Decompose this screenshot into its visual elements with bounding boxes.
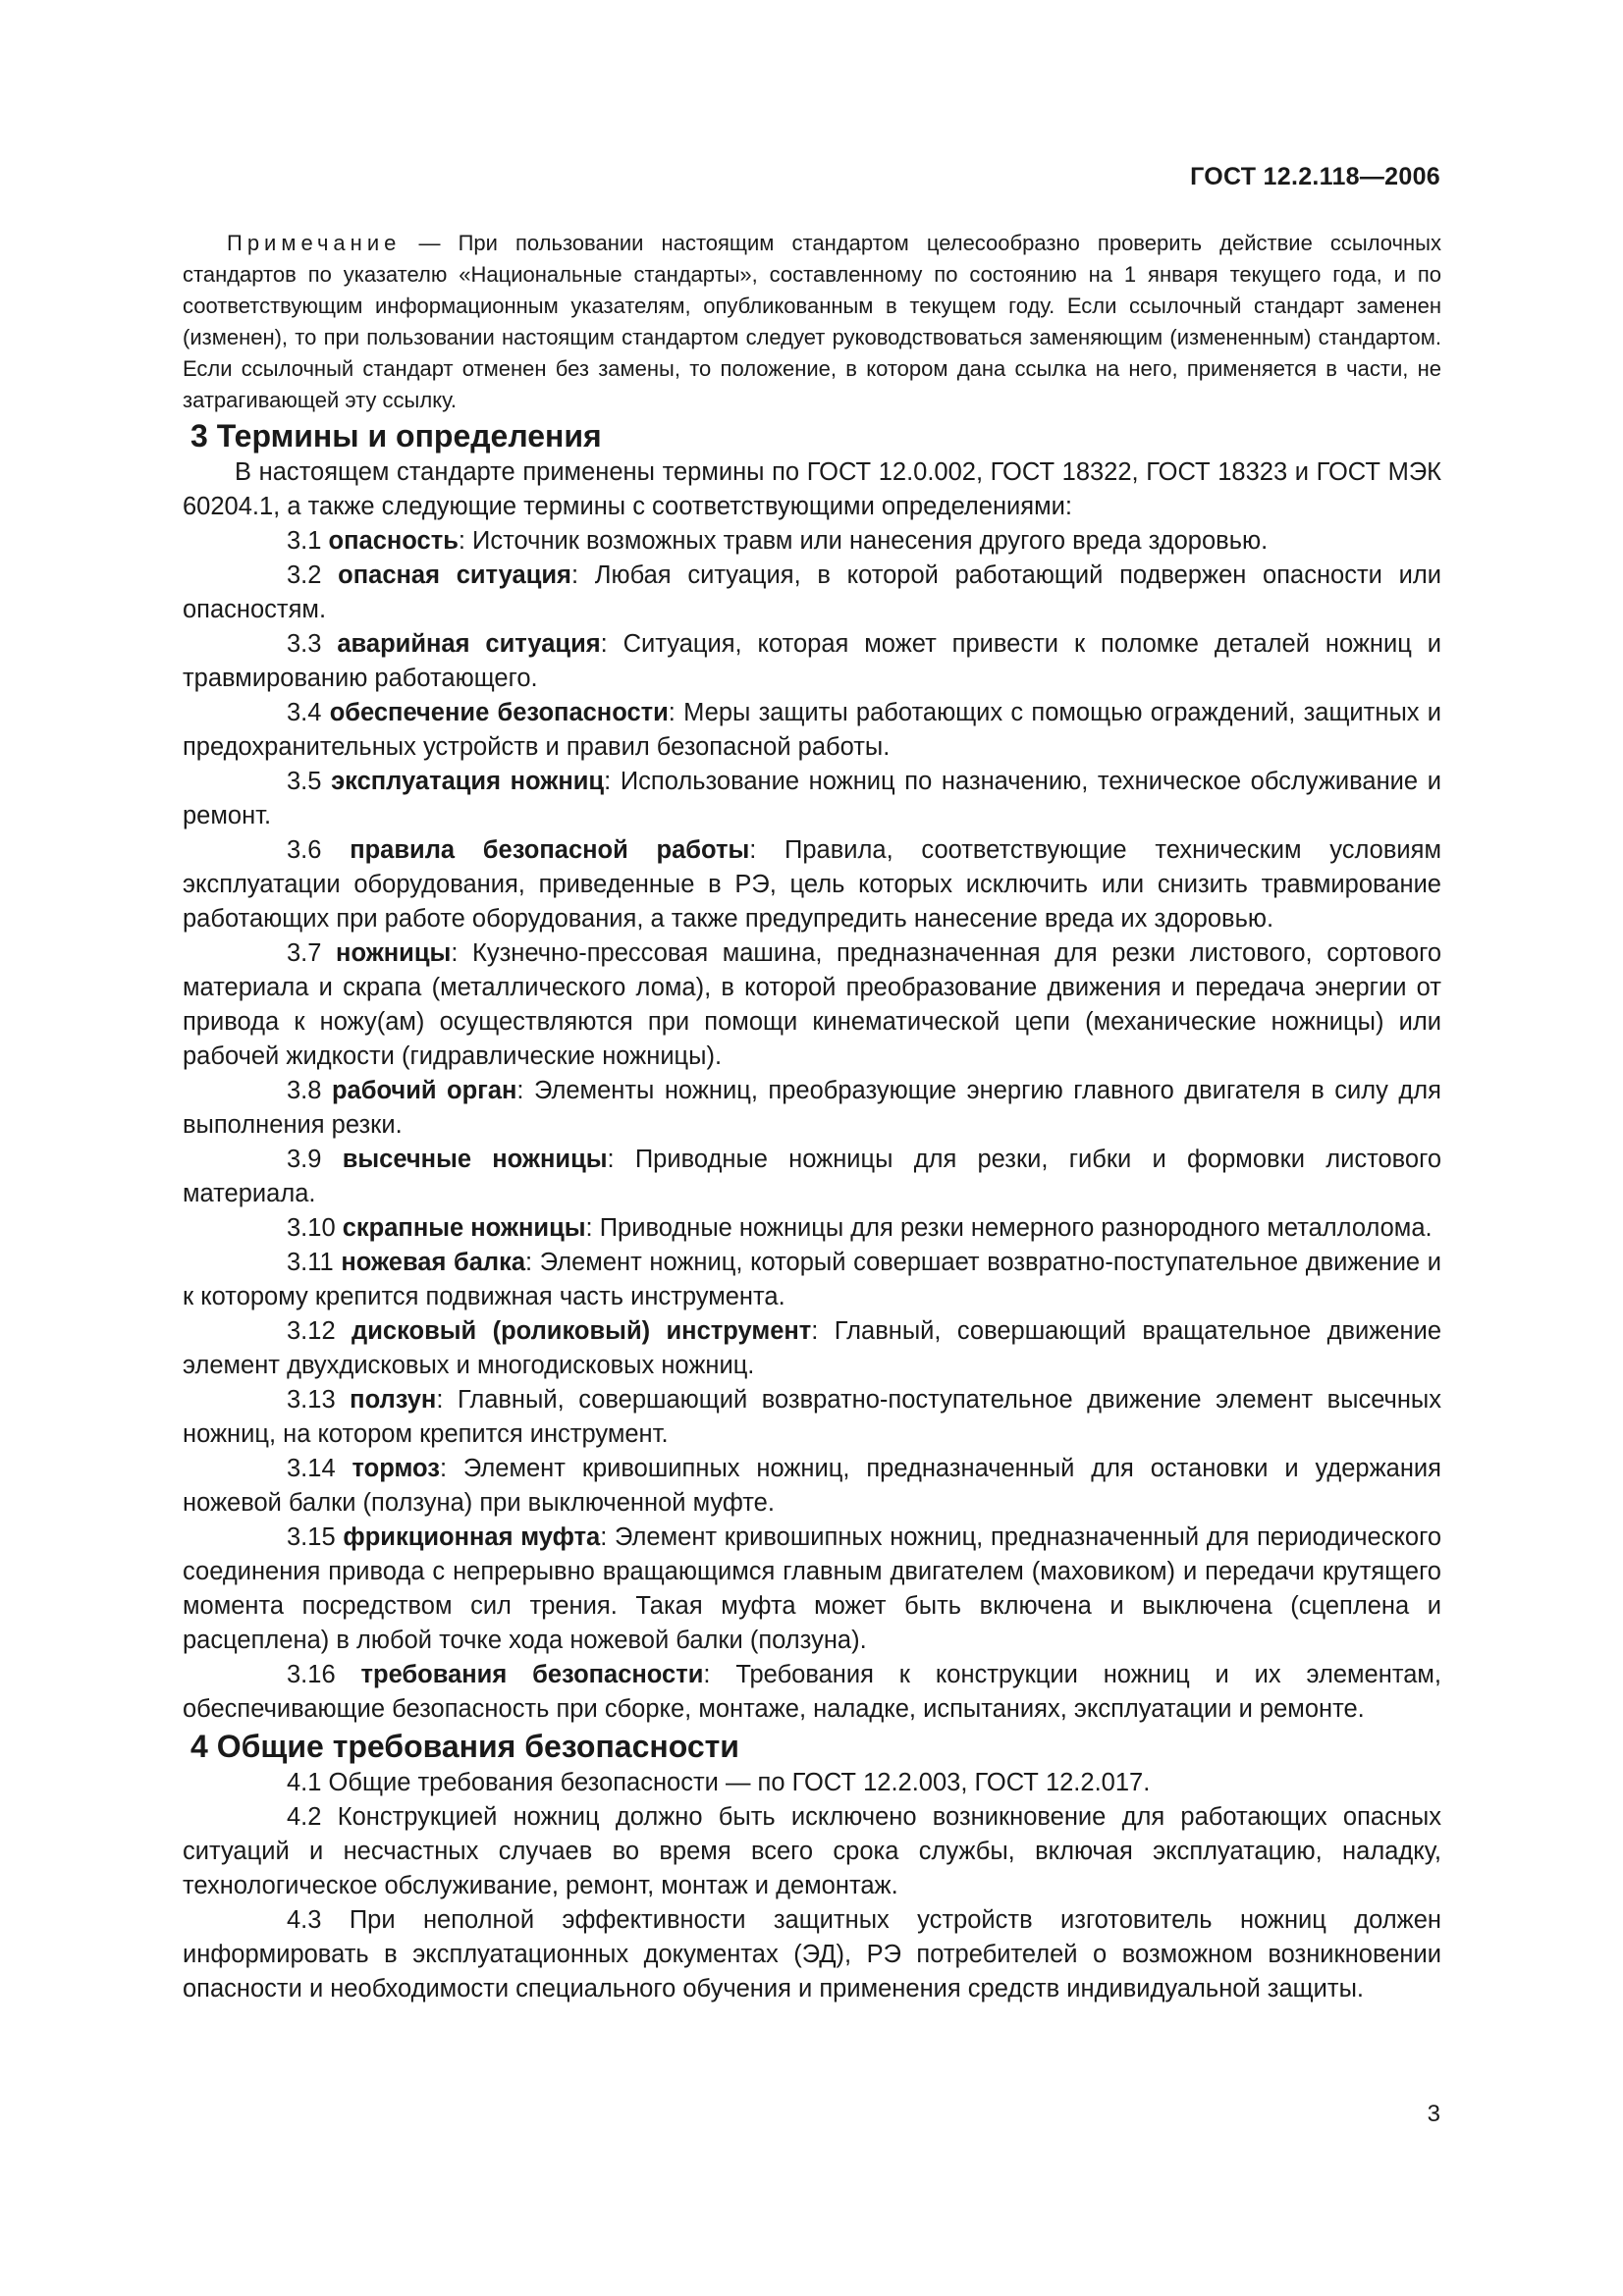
- term-definition: : Элемент ножниц, который совершает возвратно-поступательное движение и к которому крепится подвижная часть инструмента.: [183, 1249, 1441, 1310]
- term-3-12: 3.12 дисковый (роликовый) инструмент: Главный, совершающий вращательное движение элемент двухдисковых и многодисковых ножниц.: [183, 1317, 1441, 1379]
- term-3-11: 3.11 ножевая балка: Элемент ножниц, который совершает возвратно-поступательное движение и к которому крепится подвижная часть инструмента.: [183, 1249, 1441, 1310]
- term-3-15: 3.15 фрикционная муфта: Элемент кривошипных ножниц, предназначенный для периодического соединения привода с непрерывно вращающимся главным двигателем (маховиком) и передачи крутящего момента посредством сил трения. Такая муфта может быть включена и выключена (сцеплена и расцеплена) в любой точке хода ножевой балки (ползуна).: [183, 1523, 1441, 1654]
- term-definition: : Приводные ножницы для резки, гибки и формовки листового материала.: [183, 1146, 1442, 1207]
- document-code: ГОСТ 12.2.118—2006: [1190, 163, 1440, 190]
- term-3-14: 3.14 тормоз: Элемент кривошипных ножниц, предназначенный для остановки и удержания ножевой балки (ползуна) при выключенной муфте.: [183, 1455, 1441, 1517]
- requirement-text: Общие требования безопасности — по ГОСТ 12.2.003, ГОСТ 12.2.017.: [328, 1769, 1151, 1796]
- term-3-8: 3.8 рабочий орган: Элементы ножниц, преобразующие энергию главного двигателя в силу для выполнения резки.: [183, 1077, 1441, 1139]
- term-name: ползун: [350, 1386, 437, 1414]
- term-name: требования безопасности: [360, 1661, 704, 1688]
- term-name: опасность: [328, 527, 459, 555]
- term-name: тормоз: [352, 1455, 440, 1482]
- term-name: правила безопасной работы: [350, 836, 750, 864]
- term-definition: : Элемент кривошипных ножниц, предназначенный для остановки и удержания ножевой балки (ползуна) при выключенной муфте.: [183, 1455, 1441, 1517]
- term-definition: : Приводные ножницы для резки немерного разнородного металлолома.: [585, 1214, 1433, 1242]
- requirement-4-2: 4.2 Конструкцией ножниц должно быть исключено возникновение для работающих опасных ситуаций и несчастных случаев во время всего срока службы, включая эксплуатацию, наладку, технологическое обслуживание, ремонт, монтаж и демонтаж.: [183, 1803, 1441, 1899]
- term-3-16: 3.16 требования безопасности: Требования к конструкции ножниц и их элементам, обеспечивающие безопасность при сборке, монтаже, наладке, испытаниях, эксплуатации и ремонте.: [183, 1661, 1442, 1723]
- page-number: 3: [1427, 2101, 1440, 2127]
- term-3-2: 3.2 опасная ситуация: Любая ситуация, в которой работающий подвержен опасности или опасностям.: [183, 561, 1441, 623]
- section-4-title: 4 Общие требования безопасности: [190, 1729, 739, 1764]
- term-3-5: 3.5 эксплуатация ножниц: Использование ножниц по назначению, техническое обслуживание и ремонт.: [183, 768, 1441, 829]
- note-label: Примечание: [227, 231, 402, 255]
- term-definition: : Источник возможных травм или нанесения другого вреда здоровью.: [458, 527, 1269, 555]
- reference-note: [183, 228, 1441, 416]
- term-definition: : Элемент кривошипных ножниц, предназначенный для периодического соединения привода с непрерывно вращающимся главным двигателем (маховиком) и передачи крутящего момента посредством сил трения. Такая муфта может быть включена и выключена (сцеплена и расцеплена) в любой точке хода ножевой балки (ползуна).: [183, 1523, 1441, 1654]
- term-name: фрикционная муфта: [343, 1523, 601, 1551]
- term-3-1: 3.1 опасность: Источник возможных травм или нанесения другого вреда здоровью.: [287, 527, 1269, 555]
- requirement-text: При неполной эффективности защитных устройств изготовитель ножниц должен информировать в эксплуатационных документах (ЭД), РЭ потребителей о возможном возникновении опасности и необходимости специального обучения и применения средств индивидуальной защиты.: [183, 1906, 1441, 2002]
- term-name: аварийная ситуация: [337, 630, 601, 658]
- note-text: При пользовании настоящим стандартом целесообразно проверить действие ссылочных стандартов по указателю «Национальные стандарты», составленному по состоянию на 1 января текущего года, и по соответствующим информационным указателям, опубликованным в текущем году. Если ссылочный стандарт заменен (изменен), то при пользовании настоящим стандартом следует руководствоваться заменяющим (измененным) стандартом. Если ссылочный стандарт отменен без замены, то положение, в котором дана ссылка на него, применяется в части, не затрагивающей эту ссылку.: [183, 231, 1441, 412]
- term-name: ножницы: [336, 939, 452, 967]
- term-definition: : Главный, совершающий возвратно-поступательное движение элемент высечных ножниц, на котором крепится инструмент.: [183, 1386, 1442, 1448]
- term-name: эксплуатация ножниц: [331, 768, 605, 795]
- term-name: высечные ножницы: [342, 1146, 608, 1173]
- requirement-text: Конструкцией ножниц должно быть исключено возникновение для работающих опасных ситуаций и несчастных случаев во время всего срока службы, включая эксплуатацию, наладку, технологическое обслуживание, ремонт, монтаж и демонтаж.: [183, 1803, 1441, 1899]
- note-dash: —: [401, 231, 459, 255]
- page-content: [183, 228, 1441, 2006]
- term-name: скрапные ножницы: [342, 1214, 586, 1242]
- term-name: ножевая балка: [341, 1249, 526, 1276]
- term-definition: : Меры защиты работающих с помощью ограждений, защитных и предохранительных устройств и правил безопасной работы.: [183, 699, 1441, 761]
- term-3-13: 3.13 ползун: Главный, совершающий возвратно-поступательное движение элемент высечных ножниц, на котором крепится инструмент.: [183, 1386, 1442, 1448]
- term-3-7: 3.7 ножницы: Кузнечно-прессовая машина, предназначенная для резки листового, сортового материала и скрапа (металлического лома), в которой преобразование движения и передача энергии от привода к ножу(ам) осуществляются при помощи кинематической цепи (механические ножницы) или рабочей жидкости (гидравлические ножницы).: [183, 939, 1441, 1070]
- term-3-3: 3.3 аварийная ситуация: Ситуация, которая может привести к поломке деталей ножниц и травмированию работающего.: [183, 630, 1441, 692]
- term-definition: : Элементы ножниц, преобразующие энергию главного двигателя в силу для выполнения резки.: [183, 1077, 1441, 1139]
- term-3-4: 3.4 обеспечение безопасности: Меры защиты работающих с помощью ограждений, защитных и предохранительных устройств и правил безопасной работы.: [183, 699, 1441, 761]
- term-definition: : Ситуация, которая может привести к поломке деталей ножниц и травмированию работающего.: [183, 630, 1441, 692]
- section-3-intro: В настоящем стандарте применены термины по ГОСТ 12.0.002, ГОСТ 18322, ГОСТ 18323 и ГОСТ МЭК 60204.1, а также следующие термины с соответствующими определениями:: [183, 458, 1441, 520]
- term-name: опасная ситуация: [338, 561, 571, 589]
- section-3-title: 3 Термины и определения: [190, 418, 602, 454]
- term-definition: : Использование ножниц по назначению, техническое обслуживание и ремонт.: [183, 768, 1441, 829]
- term-definition: : Главный, совершающий вращательное движение элемент двухдисковых и многодисковых ножниц.: [183, 1317, 1441, 1379]
- requirement-4-3: 4.3 При неполной эффективности защитных устройств изготовитель ножниц должен информировать в эксплуатационных документах (ЭД), РЭ потребителей о возможном возникновении опасности и необходимости специального обучения и применения средств индивидуальной защиты.: [183, 1906, 1441, 2002]
- term-definition: : Требования к конструкции ножниц и их элементам, обеспечивающие безопасность при сборке, монтаже, наладке, испытаниях, эксплуатации и ремонте.: [183, 1661, 1442, 1723]
- term-name: дисковый (роликовый) инструмент: [352, 1317, 812, 1345]
- term-name: обеспечение безопасности: [329, 699, 669, 726]
- term-name: рабочий орган: [331, 1077, 517, 1104]
- requirement-4-1: 4.1 Общие требования безопасности — по ГОСТ 12.2.003, ГОСТ 12.2.017.: [287, 1769, 1151, 1796]
- term-definition: : Любая ситуация, в которой работающий подвержен опасности или опасностям.: [183, 561, 1441, 623]
- term-3-10: 3.10 скрапные ножницы: Приводные ножницы для резки немерного разнородного металлолома.: [287, 1214, 1433, 1242]
- term-3-6: 3.6 правила безопасной работы: Правила, соответствующие техническим условиям эксплуатации оборудования, приведенные в РЭ, цель которых исключить или снизить травмирование работающих при работе оборудования, а также предупредить нанесение вреда их здоровью.: [183, 836, 1441, 933]
- term-3-9: 3.9 высечные ножницы: Приводные ножницы для резки, гибки и формовки листового материала.: [183, 1146, 1442, 1207]
- term-definition: : Правила, соответствующие техническим условиям эксплуатации оборудования, приведенные в РЭ, цель которых исключить или снизить травмирование работающих при работе оборудования, а также предупредить нанесение вреда их здоровью.: [183, 836, 1441, 933]
- term-definition: : Кузнечно-прессовая машина, предназначенная для резки листового, сортового материала и скрапа (металлического лома), в которой преобразование движения и передача энергии от привода к ножу(ам) осуществляются при помощи кинематической цепи (механические ножницы) или рабочей жидкости (гидравлические ножницы).: [183, 939, 1441, 1070]
